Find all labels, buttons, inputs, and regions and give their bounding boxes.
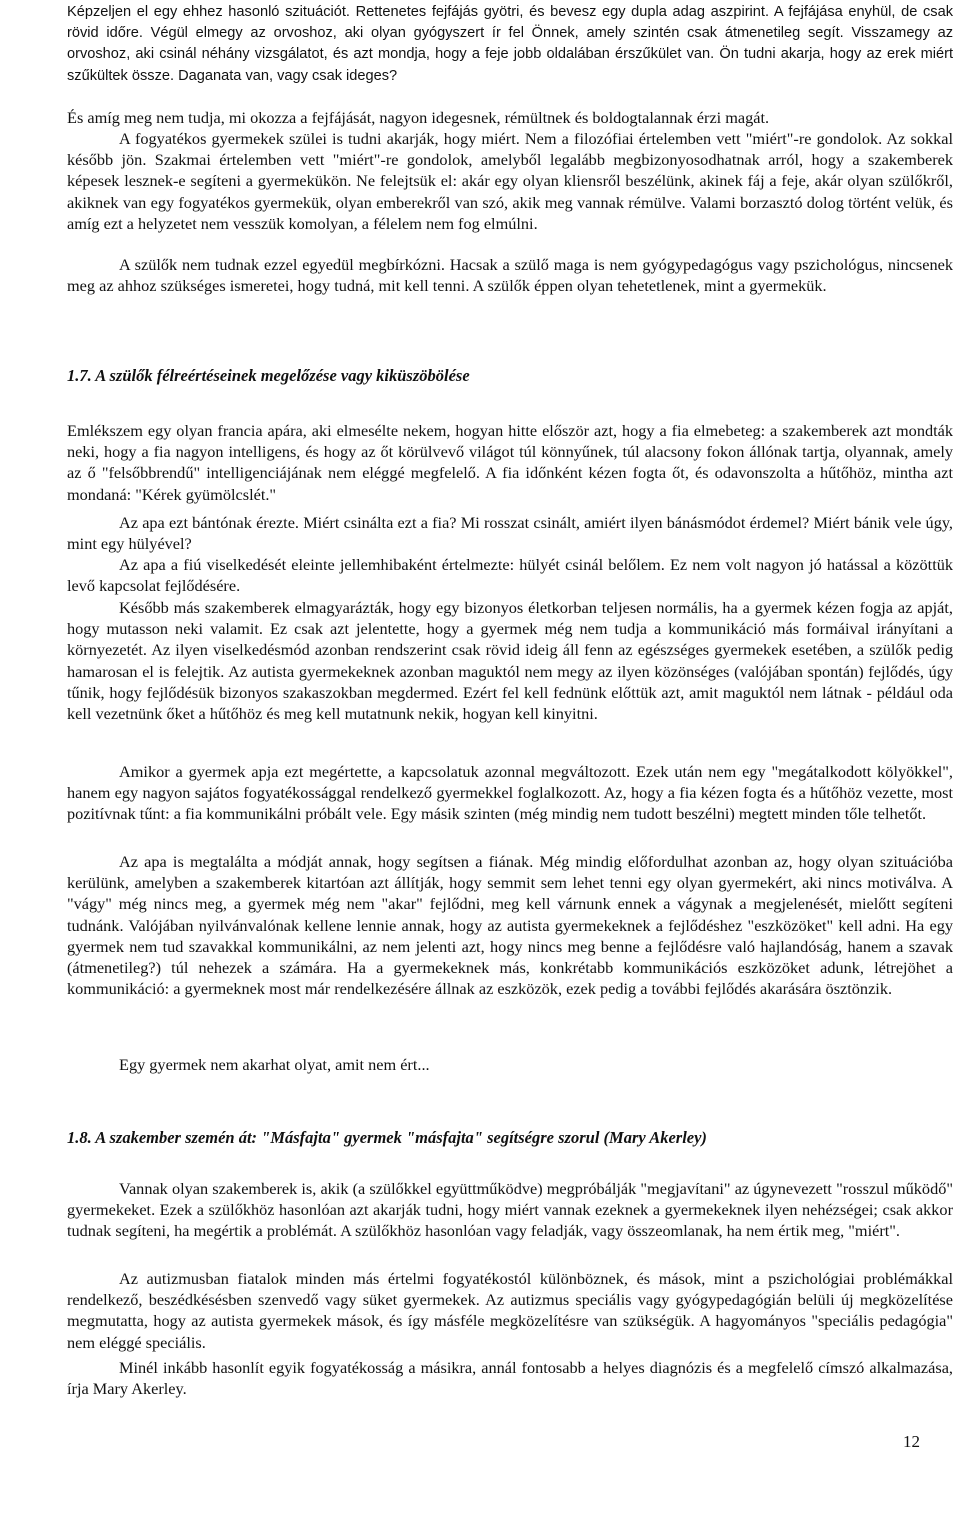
paragraph-offended: Az apa ezt bántónak érezte. Miért csinálta ezt a fia? Mi rosszat csinált, amiért ilyen bánásmódot érdemel? Miért bánik vele úgy, mint egy hülyével? bbox=[67, 513, 953, 554]
paragraph-autism-different: Az autizmusban fiatalok minden más értelmi fogyatékostól különböznek, és mások, mint a pszichológiai problémákkal rendelkező, beszédkésésben szenvedő vagy süket gyermekek. Az autizmus speciális vagy gyógypedagógián belüli új megközelítése megmutatta, hogy az autista gyermekek mások, és így másféle megközelítésre van szükségük. A hagyományos "speciális pedagógia" nem eléggé speciális. bbox=[67, 1269, 953, 1352]
paragraph-intro: Képzeljen el egy ehhez hasonló szituációt. Rettenetes fejfájás gyötri, és bevesz egy dupla adag aszpirint. A fejfájása enyhül, de csak rövid időre. Végül elmegy az orvoshoz, aki olyan gyógyszert ír fel Önnek, amely szintén csak átmenetileg segít. Visszamegy az orvoshoz, aki csinál néhány vizsgálatot, és azt mondja, hogy a feje jobb oldalában érszűkület van. Ön tudni akarja, hogy az erek miért szűkültek össze. Daganata van, vagy csak ideges? bbox=[67, 4, 953, 84]
paragraph-tools: Az apa is megtalálta a módját annak, hogy segítsen a fiának. Még mindig előfordulhat azonban az, hogy olyan szituációba kerülünk, amelyben a szakemberek kitartóan azt állítják, hogy semmit sem lehet tenni egy olyan gyermekért, aki nincs motiválva. A "vágy" még nincs meg, a gyermek még nem "akar" fejlődni, meg kell várnunk ennek a vágynak a megjelenését, mielőtt segíteni tudnánk. Valójában nyilvánvalónak kellene lennie annak, hogy az autista gyermekeknek a fejlődéshez "eszközöket" kell adni. Ha egy gyermek nem tud szavakkal kommunikálni, az nem jelenti azt, hogy nincs meg benne a fejlődésre való hajlandóság, hanem a szavak (átmenetileg?) túl nehezek a számára. Ha a gyermekeknek más, konkrétabb kommunikációs eszközöket adunk, létrejöhet a kommunikáció: a gyermeknek most már rendelkezésére állnak az eszközök, ezek pedig a további fejlődés akarására ösztönzik. bbox=[67, 852, 953, 999]
paragraph-helpless: A szülők nem tudnak ezzel egyedül megbírkózni. Hacsak a szülő maga is nem gyógypedagógus vagy pszichológus, nincsenek meg az ahhoz szükséges ismeretei, hogy tudná, mit kell tenni. A szülők éppen olyan tehetetlenek, mint a gyermekük. bbox=[67, 255, 953, 296]
section-heading-1-8: 1.8. A szakember szemén át: "Másfajta" gyermek "másfajta" segítségre szorul (Mary Akerley) bbox=[67, 1128, 707, 1147]
paragraph-understanding: Amikor a gyermek apja ezt megértette, a kapcsolatuk azonnal megváltozott. Ezek után nem egy "megátalkodott kölyökkel", hanem egy nagyon sajátos fogyatékossággal rendelkező gyermekkel foglalkozott. Az, hogy a fia kézen fogta és a hűtőhöz vezette, most pozitívnak tűnt: a fia kommunikálni próbált vele. Egy másik szinten (még mindig nem tudott beszélni) megtett minden tőle telhetőt. bbox=[67, 762, 953, 824]
paragraph-why: A fogyatékos gyermekek szülei is tudni akarják, hogy miért. Nem a filozófiai értelemben vett "miért"-re gondolok. Az sokkal később jön. Szakmai értelemben vett "miért"-re gondolok, amelyből legalább megbizonyosodhatnak arról, hogy a szakemberek képesek lesznek-e segíteni a gyermekükön. Ne felejtsük el: akár egy olyan kliensről beszélünk, akinek fáj a feje, akár olyan szülőkről, akiknek van egy fogyatékos gyermekük, olyan emberekről van szó, akik meg vannak rémülve. Valami borzasztó dolog történt velük, és amíg ezt a helyzetet nem vesszük komolyan, a félelem nem fog elmúlni. bbox=[67, 129, 953, 233]
paragraph-diagnosis: Minél inkább hasonlít egyik fogyatékosság a másikra, annál fontosabb a helyes diagnózis és a megfelelő címszó alkalmazása, írja Mary Akerley. bbox=[67, 1358, 953, 1399]
paragraph-conclusion: Egy gyermek nem akarhat olyat, amit nem ért... bbox=[119, 1055, 430, 1074]
paragraph-character-flaw: Az apa a fiú viselkedését eleinte jellemhibaként értelmezte: hülyét csinál belőlem. Ez nem volt nagyon jó hatással a közöttük levő kapcsolat fejlődésére. bbox=[67, 555, 953, 596]
paragraph-french-father: Emlékszem egy olyan francia apára, aki elmesélte nekem, hogyan hitte először azt, hogy a fia elmebeteg: a szakemberek azt mondták neki, hogy a fia nagyon intelligens, és hogy az őt körülvevő világot túl könnyűnek, túl alacsony fokon állónak tartja, olyannak, amely az ő "felsőbbrendű" intelligenciájának nem eléggé megfelelő. A fia időnként kézen fogta őt, és odavonszolta a hűtőhöz, mintha azt mondaná: "Kérek gyümölcslét." bbox=[67, 421, 953, 504]
section-heading-1-7: 1.7. A szülők félreértéseinek megelőzése vagy kiküszöbölése bbox=[67, 366, 470, 385]
paragraph-fear: És amíg meg nem tudja, mi okozza a fejfájását, nagyon idegesnek, rémültnek és boldogtalannak érzi magát. bbox=[67, 108, 770, 127]
page-number: 12 bbox=[903, 1432, 920, 1451]
paragraph-specialists: Vannak olyan szakemberek is, akik (a szülőkkel együttműködve) megpróbálják "megjavítani" az úgynevezett "rosszul működő" gyermekeket. Ezek a szülőkhöz hasonlóan azt akarják tudni, hogy miért vannak ezeknek a gyermekeknek ilyen nehézségei; csak akkor tudnak segíteni, ha megértik a problémát. A szülőkhöz hasonlóan vagy feladják, vagy összeomlanak, ha nem értik meg, "miért". bbox=[67, 1179, 953, 1241]
paragraph-explanation: Később más szakemberek elmagyarázták, hogy egy bizonyos életkorban teljesen normális, ha a gyermek kézen fogja az apját, hogy mutasson neki valamit. Ez csak azt jelentette, hogy a gyermek még nem tudja a kommunikáció más formáival irányítani a környezetét. Az ilyen viselkedésmód azonban rendszerint csak rövid ideig áll fenn az egészséges gyermekek esetében, a szülők pedig hamarosan el is felejtik. Az autista gyermekeknek azonban maguktól nem megy az ilyen közönséges (valójában spontán) fejlődés, úgy tűnik, hogy fejlődésük bizonyos szakaszokban megdermed. Ezért fel kell fednünk előttük azt, amit maguktól nem látnak - például oda kell vezetnünk őket a hűtőhöz és meg kell mutatnunk nekik, hogyan kell kinyitni. bbox=[67, 598, 953, 724]
